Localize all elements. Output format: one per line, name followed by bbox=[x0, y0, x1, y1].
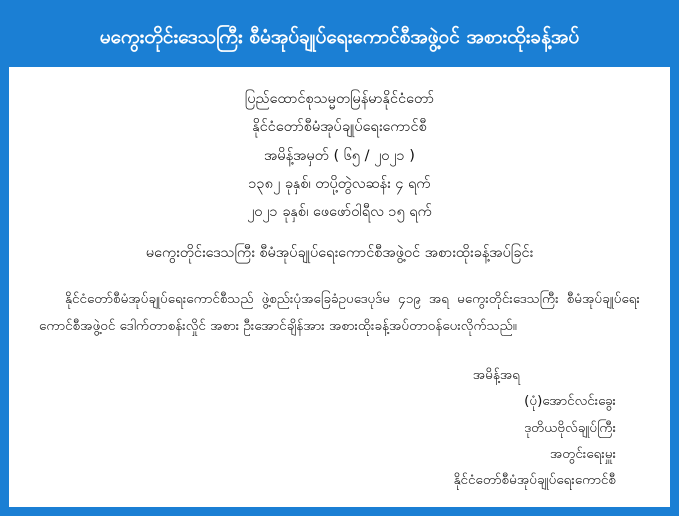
issuer-block bbox=[35, 85, 644, 226]
page-title: မကွေးတိုင်းဒေသကြီး စီမံအုပ်ချုပ်ရေးကောင်စီအဖွဲ့ဝင် အစားထိုးခန့်အပ် bbox=[99, 26, 580, 49]
document-page bbox=[9, 9, 670, 507]
document-paragraph: နိုင်ငံတော်စီမံအုပ်ချုပ်ရေးကောင်စီသည် ဖွဲ့စည်းပုံအခြေခံဥပဒေပုဒ်မ ၄၁၉ အရ မကွေးတိုင်းဒေသကြီး စီမံအုပ်ချုပ်ရေးကောင်စီအဖွဲ့ဝင် ဒေါက်တာစန်းလှိုင် အစား ဦးအောင်ချိန်အား အစားထိုးခန့်အပ်တာဝန်ပေးလိုက်သည်။ bbox=[39, 290, 640, 334]
signature-organization: နိုင်ငံတော်စီမံအုပ်ချုပ်ရေးကောင်စီ bbox=[453, 472, 616, 489]
issuer-line-country: ပြည်ထောင်စုသမ္မတမြန်မာနိုင်ငံတော် bbox=[244, 91, 435, 107]
issuer-line-order-number: အမိန့်အမှတ် ( ၆၅ / ၂၀၂၁ ) bbox=[264, 147, 415, 164]
issuer-line-date-gregorian: ၂၀၂၁ ခုနှစ်၊ ဖေဖော်ဝါရီလ ၁၅ ရက် bbox=[247, 204, 432, 221]
document-header-band bbox=[9, 9, 670, 67]
issuer-line-council: နိုင်ငံတော်စီမံအုပ်ချုပ်ရေးကောင်စီ bbox=[252, 119, 427, 136]
signature-name: (ပုံ)အောင်လင်းခွေး bbox=[524, 393, 616, 410]
signature-rank: ဒုတိယဗိုလ်ချုပ်ကြီး bbox=[524, 419, 616, 436]
signature-block bbox=[35, 362, 644, 494]
document-subject: မကွေးတိုင်းဒေသကြီး စီမံအုပ်ချုပ်ရေးကောင်စီအဖွဲ့ဝင် အစားထိုးခန့်အပ်ခြင်း bbox=[145, 245, 534, 262]
signature-order-label: အမိန့်အရ bbox=[472, 366, 520, 383]
issuer-line-date-myanmar: ၁၃၈၂ ခုနှစ်၊ တပို့တွဲလဆန်း ၄ ရက် bbox=[248, 175, 431, 192]
signature-position: အတွင်းရေးမှူး bbox=[549, 445, 616, 462]
document-body bbox=[9, 67, 670, 503]
